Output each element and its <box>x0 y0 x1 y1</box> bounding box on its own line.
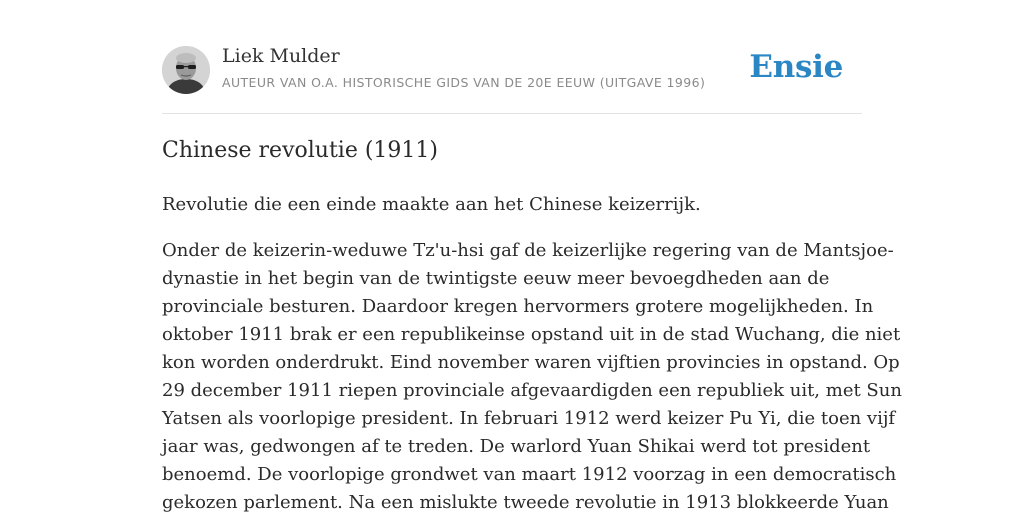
article-lead: Revolutie die een einde maakte aan het Chinese keizerrijk. <box>162 194 701 215</box>
person-icon <box>162 46 210 94</box>
body-line: Onder de keizerin-weduwe Tz'u-hsi gaf de keizerlijke regering van de Mantsjoe- <box>162 240 894 261</box>
body-line: gekozen parlement. Na een mislukte tweede revolutie in 1913 blokkeerde Yuan <box>162 492 889 512</box>
ensie-logo[interactable]: Ensie <box>749 49 843 85</box>
body-line: Yatsen als voorlopige president. In februari 1912 werd keizer Pu Yi, die toen vijf <box>162 408 896 429</box>
body-line: dynastie in het begin van de twintigste eeuw meer bevoegdheden aan de <box>162 268 830 289</box>
body-line: benoemd. De voorlopige grondwet van maart 1912 voorzag in een democratisch <box>162 464 897 485</box>
body-line: 29 december 1911 riepen provinciale afgevaardigden een republiek uit, met Sun <box>162 380 902 401</box>
body-line: oktober 1911 brak er een republikeinse opstand uit in de stad Wuchang, die niet <box>162 324 901 345</box>
body-line: provinciale besturen. Daardoor kregen hervormers grotere mogelijkheden. In <box>162 296 874 317</box>
author-avatar[interactable] <box>162 46 210 94</box>
body-line: jaar was, gedwongen af te treden. De warlord Yuan Shikai werd tot president <box>162 436 871 457</box>
article-title: Chinese revolutie (1911) <box>162 138 438 163</box>
body-line: kon worden onderdrukt. Eind november waren vijftien provincies in opstand. Op <box>162 352 900 373</box>
author-subtitle: AUTEUR VAN O.A. HISTORISCHE GIDS VAN DE 20E EEUW (UITGAVE 1996) <box>222 75 706 90</box>
page-container <box>162 0 902 512</box>
author-header <box>162 0 862 114</box>
article-body <box>162 237 902 512</box>
author-name-link[interactable]: Liek Mulder <box>222 45 340 67</box>
